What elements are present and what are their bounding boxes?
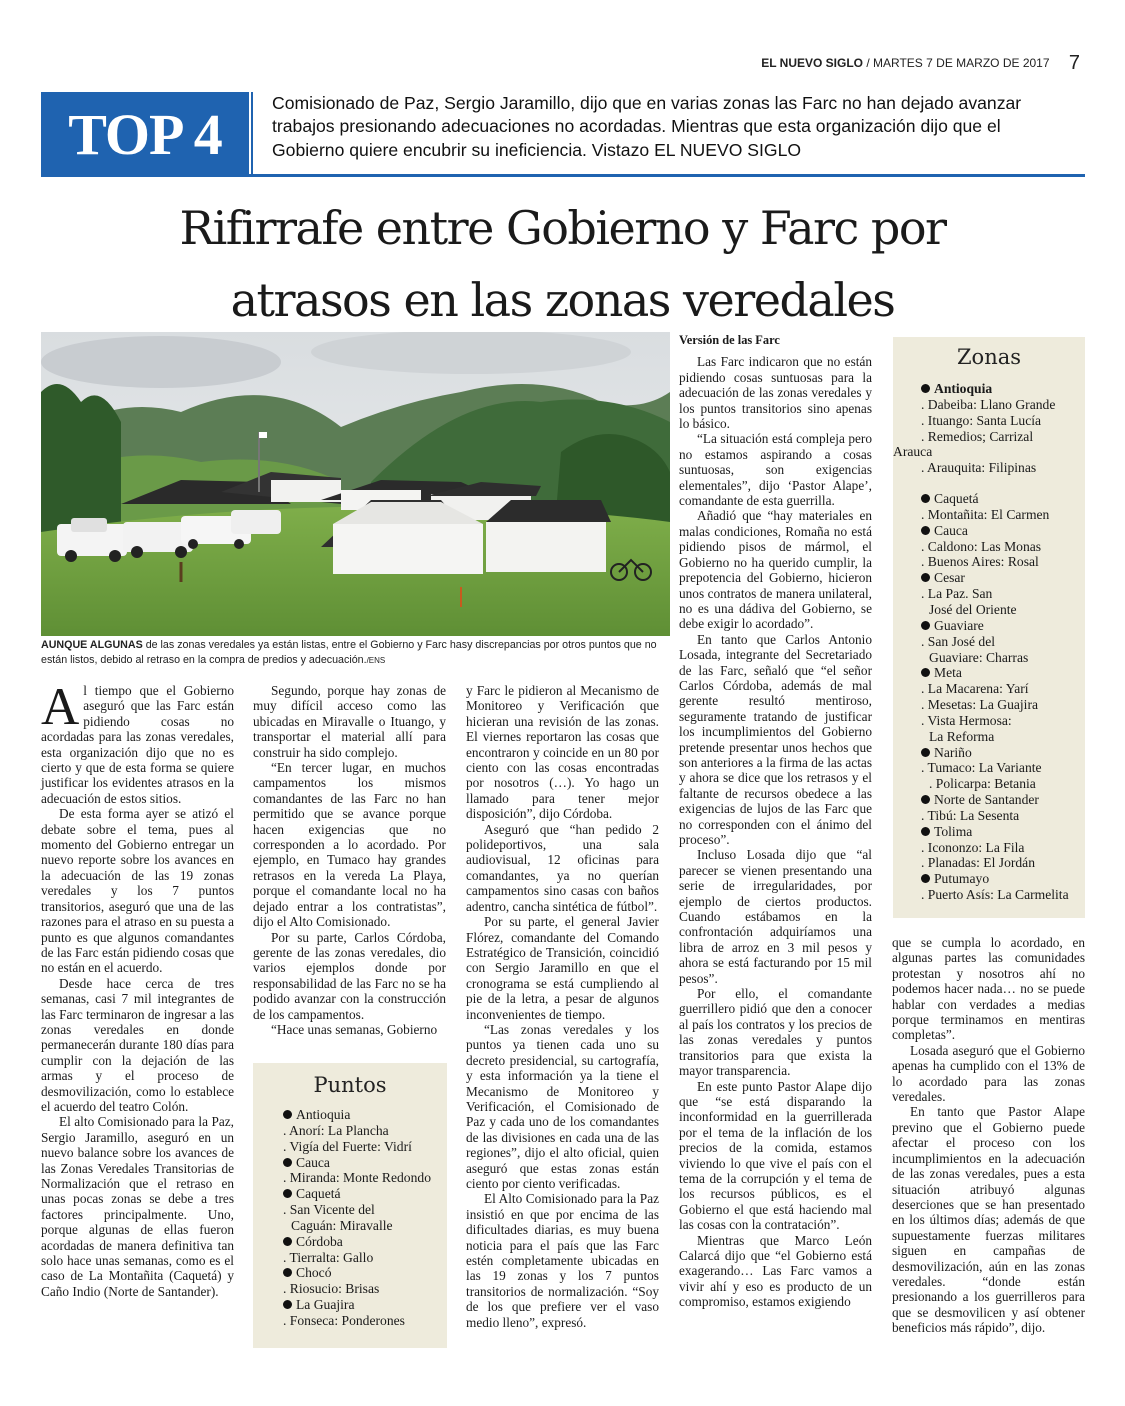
paragraph: En tanto que Carlos Antonio Losada, integrante del Secretariado de las Farc, señaló que “el señor Carlos Córdoba, además de mal gerente resultó mentiroso, seguramente tratando de justificar los incumplimientos del Gobierno pretende presentar unos hechos que son anteriores a la firma de las actas y ahora se dice que los retrasos y el faltante de recursos obedece a las exigencias de lujos de las Farc que no corresponden con el ánimo del proceso”.	[679, 631, 872, 847]
publication-date: / MARTES 7 DE MARZO DE 2017	[866, 56, 1050, 70]
paragraph: “Hace unas semanas, Gobierno	[271, 1021, 438, 1037]
region-name: Cauca	[934, 522, 968, 538]
region-item	[921, 491, 1085, 507]
list-item: . Remedios; Carrizal	[921, 428, 1034, 444]
region-name: Cauca	[296, 1154, 330, 1170]
list-item: . Planadas: El Jordán	[921, 855, 1036, 871]
paragraph: Las Farc indicaron que no están pidiendo cosas suntuosas para la adecuación de las zonas veredales y los puntos transitorios sino apenas lo básico.	[679, 354, 872, 432]
list-item: . Vista Hermosa:	[921, 712, 1012, 728]
bullet-icon	[283, 1237, 292, 1246]
bullet-icon	[283, 1110, 292, 1119]
region-item	[283, 1265, 447, 1281]
list-item: . Icononzo: La Fila	[921, 839, 1025, 855]
list-item: . Riosucio: Brisas	[283, 1281, 380, 1297]
page-number: 7	[1068, 52, 1080, 74]
headline-line-1: Rifirrafe entre Gobierno y Farc por	[179, 201, 946, 255]
list-item: . Fonseca: Ponderones	[283, 1312, 405, 1328]
region-item	[921, 523, 1085, 539]
divider	[41, 174, 1085, 177]
region-name: Nariño	[934, 744, 972, 760]
list-item: . Puerto Asís: La Carmelita	[921, 887, 1069, 903]
bullet-icon	[921, 494, 930, 503]
region-name: Caquetá	[934, 491, 979, 507]
bullet-icon	[283, 1189, 292, 1198]
paragraph: y Farc le pidieron al Mecanismo de Monitoreo y Verificación que hicieran una revisión de las zonas. El viernes reportaron las cosas que encontraron y coincide en un 80 por ciento con las cosas encontradas por nosotros (…). Yo hago un llamado para tener mejor disposición”, dijo Córdoba.	[466, 683, 659, 822]
photo-caption	[41, 638, 672, 668]
bullet-icon	[921, 748, 930, 757]
article-photo	[41, 332, 670, 636]
puntos-list	[283, 1107, 447, 1329]
list-item: . Ituango: Santa Lucía	[921, 412, 1042, 428]
paragraph: Segundo, porque hay zonas de muy difícil acceso como las ubicadas en Miravalle o Ituango, y transportar el material allí para construir ha sido complejo.	[253, 683, 446, 760]
list-item: . San Vicente del	[283, 1202, 375, 1218]
paragraph: En este punto Pastor Alape dijo que “se está disparando la inconformidad en la guerrillerada por el tema de la inflación de los precios de la comida, estamos viviendo lo que vive el país con el tema de la corrupción y el tema de los recursos públicos, es el Gobierno el que está haciendo mal las cosas con la contratación”.	[679, 1078, 872, 1233]
region-item	[921, 824, 1085, 840]
region-name: Putumayo	[934, 871, 990, 887]
paragraph: “En tercer lugar, en muchos campamentos los mismos comandantes de las Farc no han permitido que se avance porque hacen exigencias que no corresponden a lo acordado. Por ejemplo, en Tumaco hay grandes retrasos en la vereda La Playa, porque el comandante local no ha dejado entrar a los contratistas”, dijo el Alto Comisionado.	[253, 760, 446, 930]
bullet-icon	[283, 1268, 292, 1277]
bullet-icon	[921, 573, 930, 582]
paragraph: Losada aseguró que el Gobierno apenas ha cumplido con el 13% de lo acordado para las zonas veredales.	[892, 1042, 1085, 1105]
bullet-icon	[921, 526, 930, 535]
region-name: Antioquia	[296, 1107, 351, 1122]
region-item	[283, 1186, 447, 1202]
list-item: . La Paz. San	[921, 586, 993, 602]
divider	[251, 92, 253, 176]
region-name: Córdoba	[296, 1233, 343, 1249]
region-item	[921, 665, 1085, 681]
publication-name: EL NUEVO SIGLO	[761, 56, 864, 70]
region-item	[283, 1155, 447, 1171]
paragraph: El alto Comisionado para la Paz, Sergio Jaramillo, aseguró en un nuevo balance sobre los avances de las Zonas Veredales Transitorias de Normalización que el retraso en unas pocas zonas se debe a tres factores principalmente. Uno, porque algunas de ellas fueron acordadas de manera definitiva tan solo hace unas semanas, como es el caso de La Montañita (Caquetá) y Caño Indio (Norte de Santander).	[41, 1114, 234, 1299]
bullet-icon	[921, 874, 930, 883]
paragraph: En tanto que Pastor Alape previno que el Gobierno puede afectar el proceso con los incumplimientos en la adecuación de las zonas veredales, pues a esta situación atribuyó algunas deserciones que se han presentado en los últimos días; además de que supuestamente fuerzas militares siguen en campañas de desmovilización, aún en las zonas veredales. “donde están presionando a los guerrilleros para que se desmovilicen y así obtener beneficios más rápido”, dijo.	[892, 1104, 1085, 1336]
list-item: . Mesetas: La Guajira	[921, 697, 1039, 713]
list-item: . Arauquita: Filipinas	[921, 460, 1037, 476]
region-item	[921, 871, 1085, 887]
list-item: . Miranda: Monte Redondo	[283, 1170, 431, 1186]
paragraph: El Alto Comisionado para la Paz insistió en que por encima de las dificultades diarias, es muy buena noticia para el país que las Farc estén completamente ubicadas en las 19 zonas y los 7 puntos transitorios de normalización. “Soy de los que prefiere ver el vaso medio lleno”, expresó.	[466, 1191, 659, 1330]
list-item: . Tibú: La Sesenta	[921, 807, 1020, 823]
paragraph: Por su parte, Carlos Córdoba, gerente de las zonas veredales, dio varios ejemplos donde por responsabilidad de las Farc no se ha podido avanzar con la construcción de los campamentos.	[253, 929, 446, 1022]
bullet-icon	[921, 668, 930, 677]
paragraph: De esta forma ayer se atizó el debate sobre el tema, pues al momento del Gobierno entregar un nuevo reporte sobre los avances en la adecuación de las 19 zonas veredales y los 7 puntos transitorios, aseguró que una de las razones para el atraso en su puesta a punto es que algunos comandantes de las Farc están pidiendo cosas que no están en el acuerdo.	[41, 806, 234, 976]
region-name: Chocó	[296, 1265, 332, 1281]
puntos-title: Puntos	[313, 1073, 387, 1097]
region-name: Tolima	[934, 823, 973, 839]
list-item: . Montañita: El Carmen	[921, 506, 1050, 522]
region-name: Antioquia	[934, 381, 993, 396]
paragraph: Desde hace cerca de tres semanas, casi 7 mil integrantes de las Farc terminaron de ingresar a las zonas veredales en donde permanecerán durante 180 días para cumplir con la dejación de las armas y el proceso de desmovilización, como lo establece el acuerdo del teatro Colón.	[41, 975, 234, 1114]
bullet-icon	[921, 384, 930, 393]
article-column-5	[892, 935, 1085, 1336]
paragraph: Por su parte, el general Javier Flórez, comandante del Comando Estratégico de Transición, coincidió con Sergio Jaramillo en que el cronograma se está cumpliendo al pie de la letra, a pesar de algunos inconvenientes de tiempo.	[466, 914, 659, 1022]
list-item: . San José del	[921, 633, 996, 649]
paragraph: Mientras que Marco León Calarcá dijo que “el Gobierno está exagerando… Las Farc vamos a vivir ahí y eso es producto de un compromiso, estamos exigiendo	[679, 1232, 872, 1310]
list-item: . La Macarena: Yarí	[921, 681, 1029, 697]
paragraph: Incluso Losada dijo que “al parecer se vienen presentando una serie de irregularidades, por ejemplo de ciertos productos. Cuando estábamos en la confrontación adquiríamos una libra de arroz en 3 mil pesos y ahora se está facturando por 15 mil pesos”.	[679, 847, 872, 986]
paragraph: que se cumpla lo acordado, en algunas partes las comunidades protestan y nosotros ahí no podemos hacer nada… no se puede hablar con verdades a medias porque terminamos en mentiras completas”.	[892, 935, 1085, 1043]
list-item: . Dabeiba: Llano Grande	[921, 396, 1056, 412]
region-item	[283, 1234, 447, 1250]
headline	[40, 192, 1085, 336]
list-spacer	[921, 476, 1085, 491]
zonas-sidebar	[893, 337, 1085, 918]
paragraph: “Las zonas veredales y los puntos ya tienen cada uno su decreto presidencial, su cartografía, y esta información ya la tiene el Mecanismo de Monitoreo y Verificación, el Comisionado de Paz y cada uno de los comandantes de las divisiones en cada una de las regiones”, dijo el alto oficial, quien aseguró que estas zonas están ciento por ciento verificadas.	[466, 1021, 659, 1191]
region-name: Guaviare	[934, 617, 984, 633]
region-item	[921, 792, 1085, 808]
puntos-sidebar	[253, 1063, 447, 1348]
paragraph: Por ello, el comandante guerrillero pidió que den a conocer al país los contratos y los precios de las zonas veredales y puntos transitorios para que exista la mayor transparencia.	[679, 986, 872, 1079]
caption-lead: AUNQUE ALGUNAS	[41, 639, 143, 651]
region-item	[921, 618, 1085, 634]
summary-blurb: Comisionado de Paz, Sergio Jaramillo, dijo que en varias zonas las Farc no han dejado avanzar trabajos presionando adecuaciones no acordadas. Mientras que esta organización dijo que el Gobierno quiere encubrir su ineficiencia. Vistazo EL NUEVO SIGLO	[272, 93, 1022, 160]
region-name: Norte de Santander	[934, 792, 1039, 808]
region-item	[283, 1107, 447, 1123]
photo-credit: /ENS	[366, 655, 386, 665]
paragraph: “La situación está compleja pero no estamos aspirando a cosas suntuosas, son exigencias elementales”, dijo ‘Pastor Alape’, comandante de esta guerrilla.	[679, 431, 872, 509]
subhead: Versión de las Farc	[679, 333, 780, 347]
list-item: . Anorí: La Plancha	[283, 1122, 389, 1138]
region-name: Cesar	[934, 570, 965, 586]
paragraph: Añadió que “hay materiales en malas condiciones, Romaña no está pidiendo pisos de mármol, el Gobierno no ha querido cumplir, la prepotencia del Gobierno, hicieron unos contratos de manera unilateral, no es una dádiva del Gobierno, se debe exigir lo acordado”.	[679, 508, 872, 632]
list-item: . Policarpa: Betania	[929, 776, 1036, 792]
region-item	[283, 1297, 447, 1313]
zonas-list	[893, 381, 1085, 903]
list-item: Guaviare: Charras	[929, 649, 1029, 665]
zonas-title: Zonas	[956, 345, 1022, 369]
bullet-icon	[283, 1158, 292, 1167]
list-item: Arauca	[893, 444, 933, 460]
region-name: Caquetá	[296, 1186, 341, 1202]
bullet-icon	[921, 795, 930, 804]
article-column-3	[466, 683, 659, 1330]
list-item: Caguán: Miravalle	[291, 1217, 393, 1233]
paragraph: Aseguró que “han pedido 2 polideportivos, una sala audiovisual, 12 oficinas para comandantes, ya no querían campamentos sino casas con baños adentro, cancha sintética de fútbol”.	[466, 821, 659, 914]
region-item	[921, 570, 1085, 586]
list-item: . Buenos Aires: Rosal	[921, 554, 1039, 570]
region-name: Meta	[934, 665, 962, 681]
bullet-icon	[921, 621, 930, 630]
region-item	[921, 745, 1085, 761]
list-item: La Reforma	[929, 728, 995, 744]
list-item: . Caldono: Las Monas	[921, 538, 1042, 554]
list-item: José del Oriente	[929, 601, 1017, 617]
article-column-2	[253, 683, 446, 1037]
article-column-1	[41, 678, 234, 1299]
region-name: La Guajira	[296, 1297, 355, 1313]
headline-line-2: atrasos en las zonas veredales	[230, 273, 895, 327]
article-column-4	[679, 333, 872, 1310]
caption-text: de las zonas veredales ya están listas, entre el Gobierno y Farc hasy discrepancias por otros puntos que no están listos, debido al retraso en la compra de predios y adecuación.	[41, 639, 657, 666]
list-item: . Tierralta: Gallo	[283, 1249, 374, 1265]
list-item: . Tumaco: La Variante	[921, 760, 1042, 776]
list-item: . Vigía del Fuerte: Vidrí	[283, 1138, 412, 1154]
bullet-icon	[921, 827, 930, 836]
drop-cap: A	[41, 678, 80, 736]
page-header	[761, 52, 1080, 75]
region-item	[921, 381, 1085, 397]
bullet-icon	[283, 1300, 292, 1309]
section-tag: TOP 4	[41, 92, 249, 176]
paragraph: l tiempo que el Gobierno aseguró que las Farc están pidiendo cosas no acordadas para las zonas veredales, esta organización dijo que no es cierto y que de esta forma se quiere justificar los evidentes atrasos en la adecuación de estos sitios.	[41, 683, 234, 806]
